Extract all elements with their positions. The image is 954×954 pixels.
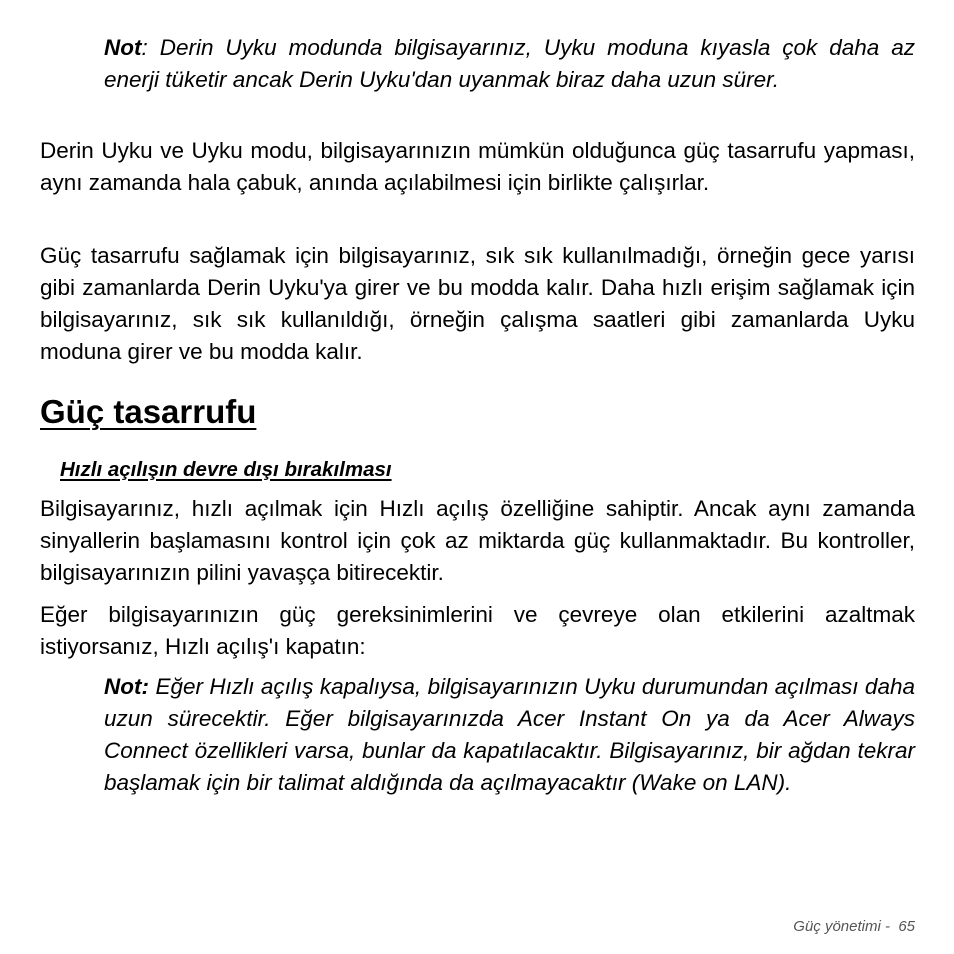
page-footer <box>793 916 915 938</box>
note-label: Not: <box>104 674 149 699</box>
note-text: Eğer Hızlı açılış kapalıysa, bilgisayarınızın Uyku durumundan açılması daha uzun sürecektir. Eğer bilgisayarınızda Acer Instant On ya da Acer Always Connect özellikleri varsa, bunlar da kapatılacaktır. Bilgisayarınız, bir ağdan tekrar başlamak için bir talimat aldığında da açılmayacaktır (Wake on LAN). <box>104 674 915 795</box>
note-text: : Derin Uyku modunda bilgisayarınız, Uyku moduna kıyasla çok daha az enerji tüketir ancak Derin Uyku'dan uyanmak biraz daha uzun sürer. <box>104 35 915 92</box>
note-label: Not <box>104 35 142 60</box>
footer-section-name: Güç yönetimi - <box>793 918 899 935</box>
note-fast-startup <box>104 671 915 799</box>
paragraph-fast-startup: Bilgisayarınız, hızlı açılmak için Hızlı açılış özelliğine sahiptir. Ancak aynı zamanda sinyallerin başlamasını kontrol için çok az miktarda güç kullanmaktadır. Bu kontroller, bilgisayarınızın pilini yavaşça bitirecektir. <box>40 496 915 585</box>
section-subheading: Hızlı açılışın devre dışı bırakılması <box>60 458 392 481</box>
note-sleep-info <box>104 32 915 96</box>
paragraph-power-saving: Güç tasarrufu sağlamak için bilgisayarınız, sık sık kullanılmadığı, örneğin gece yarısı gibi zamanlarda Derin Uyku'ya girer ve bu modda kalır. Daha hızlı erişim sağlamak için bilgisayarınız, sık sık kullanıldığı, örneğin çalışma saatleri gibi zamanlarda Uyku moduna girer ve bu modda kalır. <box>40 243 915 364</box>
paragraph-sleep-modes: Derin Uyku ve Uyku modu, bilgisayarınızın mümkün olduğunca güç tasarrufu yapması, aynı zamanda hala çabuk, anında açılabilmesi için birlikte çalışırlar. <box>40 138 915 195</box>
section-heading: Güç tasarrufu <box>40 393 257 430</box>
page-number: 65 <box>898 918 915 935</box>
paragraph-disable-instruction: Eğer bilgisayarınızın güç gereksinimlerini ve çevreye olan etkilerini azaltmak istiyorsanız, Hızlı açılış'ı kapatın: <box>40 602 915 659</box>
